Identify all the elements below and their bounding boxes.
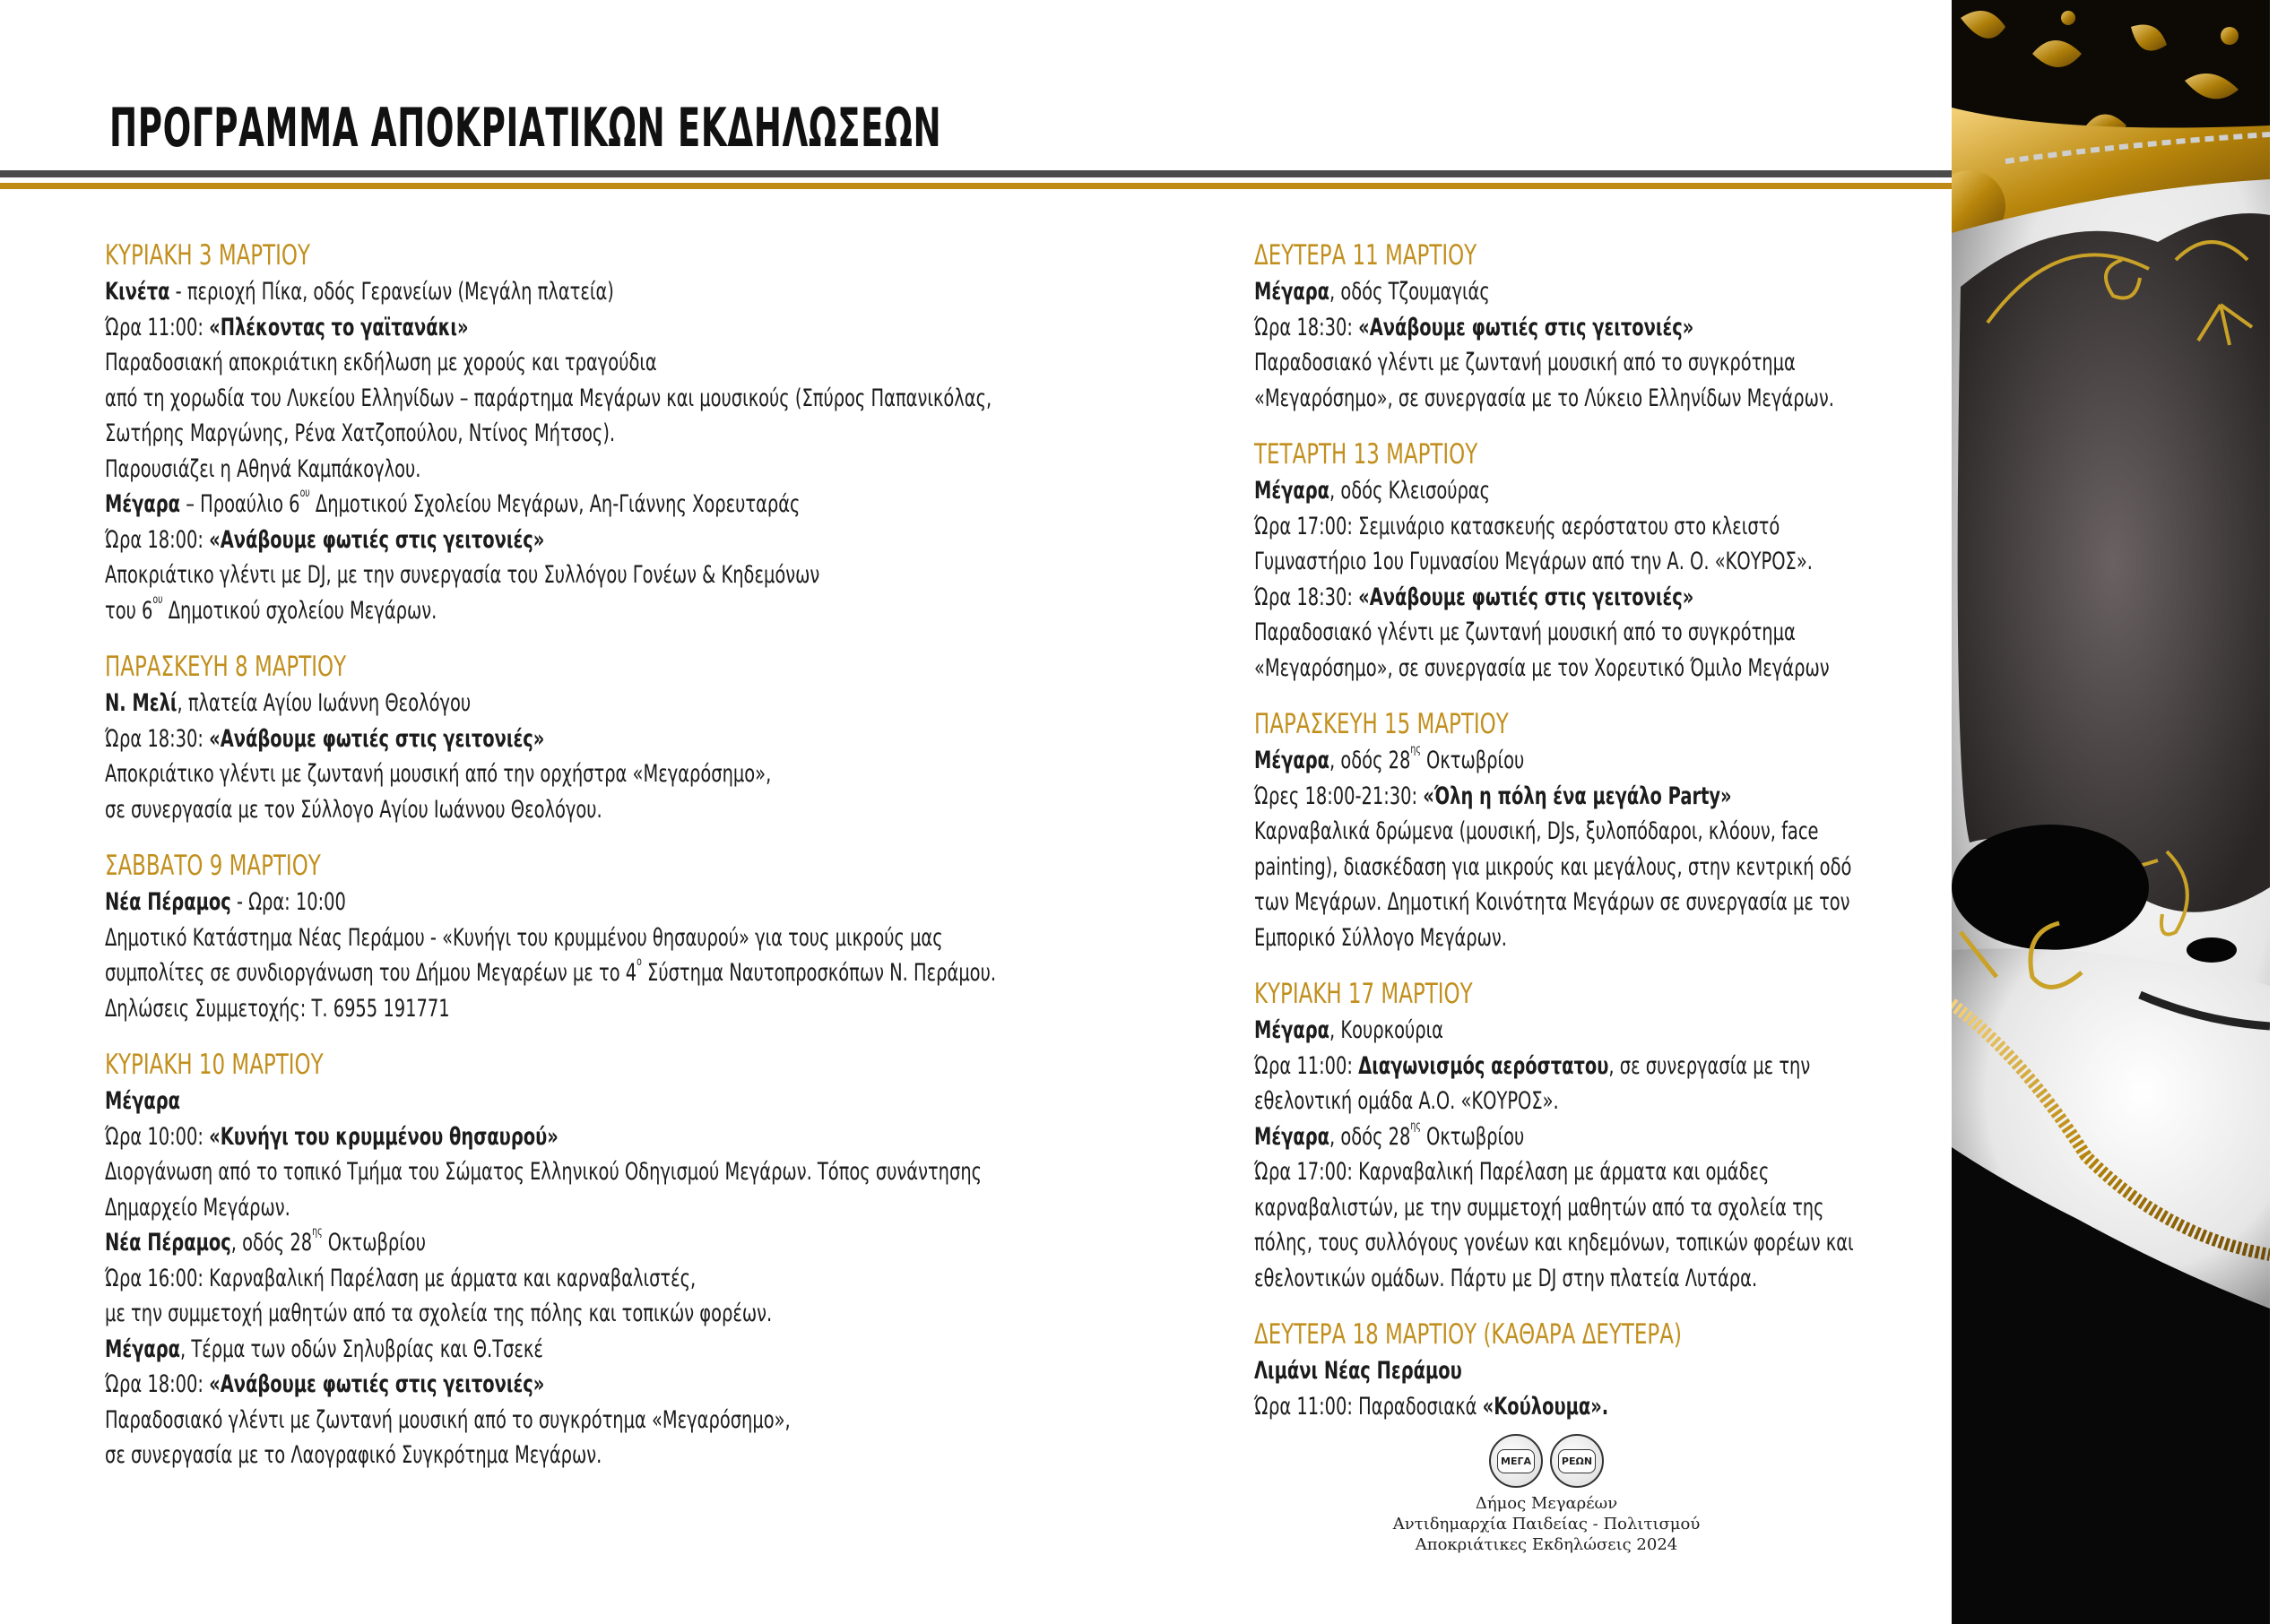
event-line (105, 686, 815, 721)
event-line (105, 523, 815, 558)
event-title: «Ανάβουμε φωτιές στις γειτονιές» (1358, 313, 1694, 341)
day-section (105, 847, 1091, 1026)
footer-line-department: Αντιδημαρχία Παιδείας - Πολιτισμού (1392, 1515, 1701, 1533)
ordinal-suffix: ης (1410, 1119, 1421, 1133)
event-line (105, 557, 820, 593)
event-line (105, 345, 815, 381)
event-text: του 6 (105, 596, 153, 625)
event-text: «Μεγαρόσημο», σε συνεργασία με τον Χορευτικό Όμιλο Μεγάρων (1254, 653, 1830, 682)
event-line (105, 310, 815, 346)
location-name: Μέγαρα (1254, 1016, 1330, 1044)
event-text: Σωτήρης Μαργώνης, Ρένα Χατζοπούλου, Ντίνος Μήτσος). (105, 419, 616, 447)
location-name: Μέγαρα (1254, 747, 1330, 774)
event-text: Οκτωβρίου (322, 1229, 426, 1257)
event-text: Ώρα 17:00: Σεμινάριο κατασκευής αερόστατου στο κλειστό (1254, 512, 1780, 540)
event-line (1254, 850, 1852, 885)
event-line (105, 487, 815, 523)
event-line (105, 1296, 815, 1332)
event-line (105, 1225, 815, 1261)
event-text: , πλατεία Αγίου Ιωάννη Θεολόγου (177, 689, 472, 717)
event-text: , Κουρκούρια (1329, 1016, 1443, 1044)
event-line (105, 416, 815, 452)
day-section (105, 1046, 1091, 1473)
day-section (105, 237, 1091, 628)
event-text: , οδός Κλεισούρας (1329, 477, 1491, 505)
location-name: Μέγαρα (105, 1335, 181, 1363)
ordinal-suffix: ου (299, 487, 310, 500)
event-text: Οκτωβρίου (1420, 747, 1525, 774)
event-text: συμπολίτες σε συνδιοργάνωση του Δήμου Μεγαρέων με το 4 (105, 959, 637, 987)
event-text: εθελοντικών ομάδων. Πάρτυ με DJ στην πλατεία Λυτάρα. (1254, 1264, 1758, 1292)
event-text: Ώρα 11:00: Παραδοσιακά (1254, 1392, 1483, 1421)
event-title: «Ανάβουμε φωτιές στις γειτονιές» (209, 1370, 545, 1398)
event-text: Παραδοσιακή αποκριάτικη εκδήλωση με χορούς και τραγούδια (105, 349, 657, 376)
event-text: Ώρα 18:00: (105, 525, 210, 554)
event-line (1254, 1084, 1732, 1119)
location-name: Μέγαρα (1254, 1122, 1330, 1151)
ordinal-suffix: ης (312, 1225, 323, 1239)
event-title: «Κούλουμα». (1482, 1392, 1609, 1421)
event-line (1254, 274, 1732, 310)
event-title: «Πλέκοντας το γαϊτανάκι» (209, 313, 469, 341)
event-line (105, 1367, 815, 1403)
event-title: «Ανάβουμε φωτιές στις γειτονιές» (1358, 583, 1694, 611)
event-line (1254, 814, 1819, 850)
ordinal-suffix: ο (637, 955, 642, 969)
event-line (105, 1261, 815, 1297)
event-line (1254, 1389, 1732, 1425)
event-title: «Ανάβουμε φωτιές στις γειτονιές» (209, 525, 545, 554)
event-line (1254, 1353, 1732, 1389)
day-heading: ΔΕΥΤΕΡΑ 18 ΜΑΡΤΙΟΥ (ΚΑΘΑΡΑ ΔΕΥΤΕΡΑ) (1254, 1318, 1682, 1351)
municipality-logo (1345, 1434, 1748, 1488)
coin-logo-icon (1550, 1434, 1604, 1488)
day-heading: ΔΕΥΤΕΡΑ 11 ΜΑΡΤΙΟΥ (1254, 239, 1477, 272)
event-line (105, 955, 997, 991)
ordinal-suffix: ης (1410, 743, 1421, 756)
event-line (1254, 580, 1732, 616)
event-text: - Ωρα: 10:00 (230, 888, 346, 916)
location-name: Μέγαρα (1254, 278, 1330, 306)
event-line (105, 721, 815, 757)
event-line (105, 885, 815, 920)
event-text: Ώρα 18:30: (105, 724, 210, 753)
coin-right-label: ΡΕΩΝ (1558, 1449, 1596, 1473)
event-text: Ώρα 18:30: (1254, 313, 1359, 341)
location-name: Μέγαρα (105, 490, 181, 518)
event-text: με την συμμετοχή μαθητών από τα σχολεία της πόλης και τοπικών φορέων. (105, 1300, 773, 1327)
event-text: , οδός 28 (230, 1229, 313, 1257)
event-text: , οδός 28 (1329, 747, 1411, 774)
location-name: Μέγαρα (1254, 477, 1330, 505)
event-text: Ώρα 10:00: (105, 1122, 210, 1151)
day-heading: ΠΑΡΑΣΚΕΥΗ 8 ΜΑΡΤΙΟΥ (105, 651, 347, 683)
event-line (105, 1403, 815, 1438)
day-section (1254, 436, 1918, 686)
event-line (105, 1190, 815, 1226)
event-line (105, 452, 815, 488)
day-heading: ΚΥΡΙΑΚΗ 17 ΜΑΡΤΙΟΥ (1254, 978, 1473, 1010)
event-line (1254, 509, 1780, 545)
event-text: Αποκριάτικο γλέντι με ζωντανή μουσική από την ορχήστρα «Μεγαρόσημο», (105, 760, 772, 788)
event-text: painting), διασκέδαση για μικρούς και μεγάλους, στην κεντρική οδό (1254, 852, 1852, 881)
event-text: Αποκριάτικο γλέντι με DJ, με την συνεργασία του Συλλόγου Γονέων & Κηδεμόνων (105, 561, 820, 589)
day-section (1254, 1316, 1918, 1424)
event-line (1254, 743, 1732, 779)
day-section (1254, 975, 1918, 1296)
event-line (1254, 381, 1834, 417)
schedule-left-column (105, 237, 1091, 1493)
header-rule-dark (0, 170, 1956, 177)
event-line (1254, 544, 1813, 580)
event-line (105, 920, 943, 956)
event-text: , Τέρμα των οδών Σηλυβρίας και Θ.Τσεκέ (180, 1335, 543, 1363)
day-section (105, 648, 1091, 827)
event-line (105, 991, 815, 1027)
event-title: Διαγωνισμός αερόστατου (1358, 1051, 1609, 1080)
event-line (105, 1332, 815, 1368)
event-text: – Προαύλιο 6 (180, 490, 300, 518)
location-name: Ν. Μελί (105, 689, 178, 717)
day-heading: ΤΕΤΑΡΤΗ 13 ΜΑΡΤΙΟΥ (1254, 438, 1478, 471)
event-line (1254, 1013, 1732, 1049)
event-text: Γυμναστήριο 1ου Γυμνασίου Μεγάρων από την Α. Ο. «ΚΟΥΡΟΣ». (1254, 548, 1813, 575)
event-line (1254, 1049, 1811, 1084)
event-text: Δημοτικό Κατάστημα Νέας Περάμου - «Κυνήγι του κρυμμένου θησαυρού» για τους μικρούς μας (105, 923, 943, 952)
day-heading: ΠΑΡΑΣΚΕΥΗ 15 ΜΑΡΤΙΟΥ (1254, 708, 1509, 740)
event-text: Δημοτικού Σχολείου Μεγάρων, Αη-Γιάννης Χορευταράς (309, 490, 801, 518)
schedule-right-column (1254, 237, 1918, 1444)
event-line (1254, 1225, 1854, 1261)
carnival-mask-image (1952, 0, 2270, 1624)
event-line (105, 1154, 983, 1190)
ordinal-suffix: ου (152, 592, 163, 607)
event-text: Ώρα 17:00: Καρναβαλική Παρέλαση με άρματα και ομάδες (1254, 1158, 1770, 1186)
event-text: Ώρα 16:00: Καρναβαλική Παρέλαση με άρματα και καρναβαλιστές, (105, 1264, 697, 1292)
event-line (1254, 651, 1830, 687)
event-text: , σε συνεργασία με την (1608, 1051, 1811, 1080)
event-line (1254, 1119, 1732, 1155)
event-text: πόλης, τους συλλόγους γονέων και κηδεμόνων, τοπικών φορέων και (1254, 1229, 1854, 1257)
page-title: ΠΡΟΓΡΑΜΜΑ ΑΠΟΚΡΙΑΤΙΚΩΝ ΕΚΔΗΛΩΣΕΩΝ (109, 97, 942, 160)
event-text: Ώρα 11:00: (105, 313, 210, 341)
event-text: «Μεγαρόσημο», σε συνεργασία με το Λύκειο Ελληνίδων Μεγάρων. (1254, 384, 1834, 412)
day-section (1254, 705, 1918, 955)
event-text: Ώρα 11:00: (1254, 1051, 1359, 1080)
event-line (105, 593, 815, 629)
footer-line-event: Αποκριάτικες Εκδηλώσεις 2024 (1415, 1535, 1678, 1554)
event-line (1254, 310, 1732, 346)
location-name: Νέα Πέραμος (105, 1229, 231, 1257)
event-line (1254, 779, 1732, 815)
day-heading: ΣΑΒΒΑΤΟ 9 ΜΑΡΤΙΟΥ (105, 850, 321, 882)
day-heading: ΚΥΡΙΑΚΗ 3 ΜΑΡΤΙΟΥ (105, 239, 310, 272)
event-line (1254, 473, 1732, 509)
event-text: των Μεγάρων. Δημοτική Κοινότητα Μεγάρων σε συνεργασία με τον (1254, 888, 1850, 916)
event-text: Παρουσιάζει η Αθηνά Καμπάκογλου. (105, 454, 421, 483)
event-text: Ώρα 18:30: (1254, 583, 1359, 611)
location-name: Κινέτα (105, 278, 170, 306)
event-text: Παραδοσιακό γλέντι με ζωντανή μουσική από το συγκρότημα «Μεγαρόσημο», (105, 1405, 791, 1434)
event-line (1254, 1261, 1758, 1297)
event-text: Δηλώσεις Συμμετοχής: Τ. 6955 191771 (105, 994, 450, 1023)
event-line (105, 1438, 815, 1473)
event-text: σε συνεργασία με τον Σύλλογο Αγίου Ιωάννου Θεολόγου. (105, 795, 602, 824)
event-text: Καρναβαλικά δρώμενα (μουσική, DJs, ξυλοπόδαροι, κλόουν, face (1254, 817, 1819, 845)
event-text: , οδός 28 (1329, 1122, 1411, 1151)
event-title: «Όλη η πόλη ένα μεγάλο Party» (1423, 782, 1732, 810)
event-line (1254, 920, 1732, 956)
event-text: Δημοτικού σχολείου Μεγάρων. (162, 596, 437, 625)
event-line (105, 1119, 815, 1155)
day-heading: ΚΥΡΙΑΚΗ 10 ΜΑΡΤΙΟΥ (105, 1049, 324, 1081)
event-text: Οκτωβρίου (1420, 1122, 1525, 1151)
event-text: από τη χορωδία του Λυκείου Ελληνίδων – παράρτημα Μεγάρων και μουσικούς (Σπύρος Παπανικόλας, (105, 384, 992, 412)
event-text: καρναβαλιστών, με την συμμετοχή μαθητών από τα σχολεία της (1254, 1193, 1824, 1222)
event-text: Ώρα 18:00: (105, 1370, 210, 1398)
event-line (105, 381, 992, 417)
coin-left-label: ΜΕΓΑ (1497, 1449, 1535, 1473)
event-text: σε συνεργασία με το Λαογραφικό Συγκρότημα Μεγάρων. (105, 1441, 602, 1469)
event-text: Ώρες 18:00-21:30: (1254, 782, 1424, 810)
event-line (105, 1084, 815, 1119)
event-text: Εμπορικό Σύλλογο Μεγάρων. (1254, 923, 1507, 952)
day-section (1254, 237, 1918, 416)
event-text: Δημαρχείο Μεγάρων. (105, 1193, 290, 1222)
event-line (1254, 345, 1796, 381)
mask-illustration-icon (1952, 0, 2270, 1624)
event-line (105, 792, 815, 828)
event-line (1254, 615, 1796, 651)
event-text: Παραδοσιακό γλέντι με ζωντανή μουσική από το συγκρότημα (1254, 349, 1796, 376)
municipality-footer (1345, 1434, 1748, 1555)
event-text: Παραδοσιακό γλέντι με ζωντανή μουσική από το συγκρότημα (1254, 618, 1796, 646)
event-line (105, 274, 815, 310)
location-name: Μέγαρα (105, 1087, 181, 1115)
event-line (105, 756, 815, 792)
event-text: εθελοντική ομάδα Α.Ο. «ΚΟΥΡΟΣ». (1254, 1087, 1559, 1115)
location-name: Νέα Πέραμος (105, 888, 231, 916)
event-line (1254, 1190, 1824, 1226)
event-line (1254, 1154, 1770, 1190)
footer-line-municipality: Δήμος Μεγαρέων (1475, 1494, 1618, 1513)
event-title: «Ανάβουμε φωτιές στις γειτονιές» (209, 724, 545, 753)
event-text: Σύστημα Ναυτοπροσκόπων Ν. Περάμου. (641, 959, 997, 987)
event-text: - περιοχή Πίκα, οδός Γερανείων (Μεγάλη πλατεία) (169, 278, 614, 306)
header-rule-gold (0, 183, 1956, 189)
event-text: , οδός Τζουμαγιάς (1329, 278, 1490, 306)
page-margin (2270, 0, 2295, 1624)
location-name: Λιμάνι Νέας Περάμου (1254, 1357, 1462, 1385)
event-line (1254, 885, 1850, 920)
event-text: Διοργάνωση από το τοπικό Τμήμα του Σώματος Ελληνικού Οδηγισμού Μεγάρων. Τόπος συνάντησης (105, 1158, 983, 1186)
coin-logo-icon (1489, 1434, 1543, 1488)
event-title: «Κυνήγι του κρυμμένου θησαυρού» (209, 1122, 559, 1151)
